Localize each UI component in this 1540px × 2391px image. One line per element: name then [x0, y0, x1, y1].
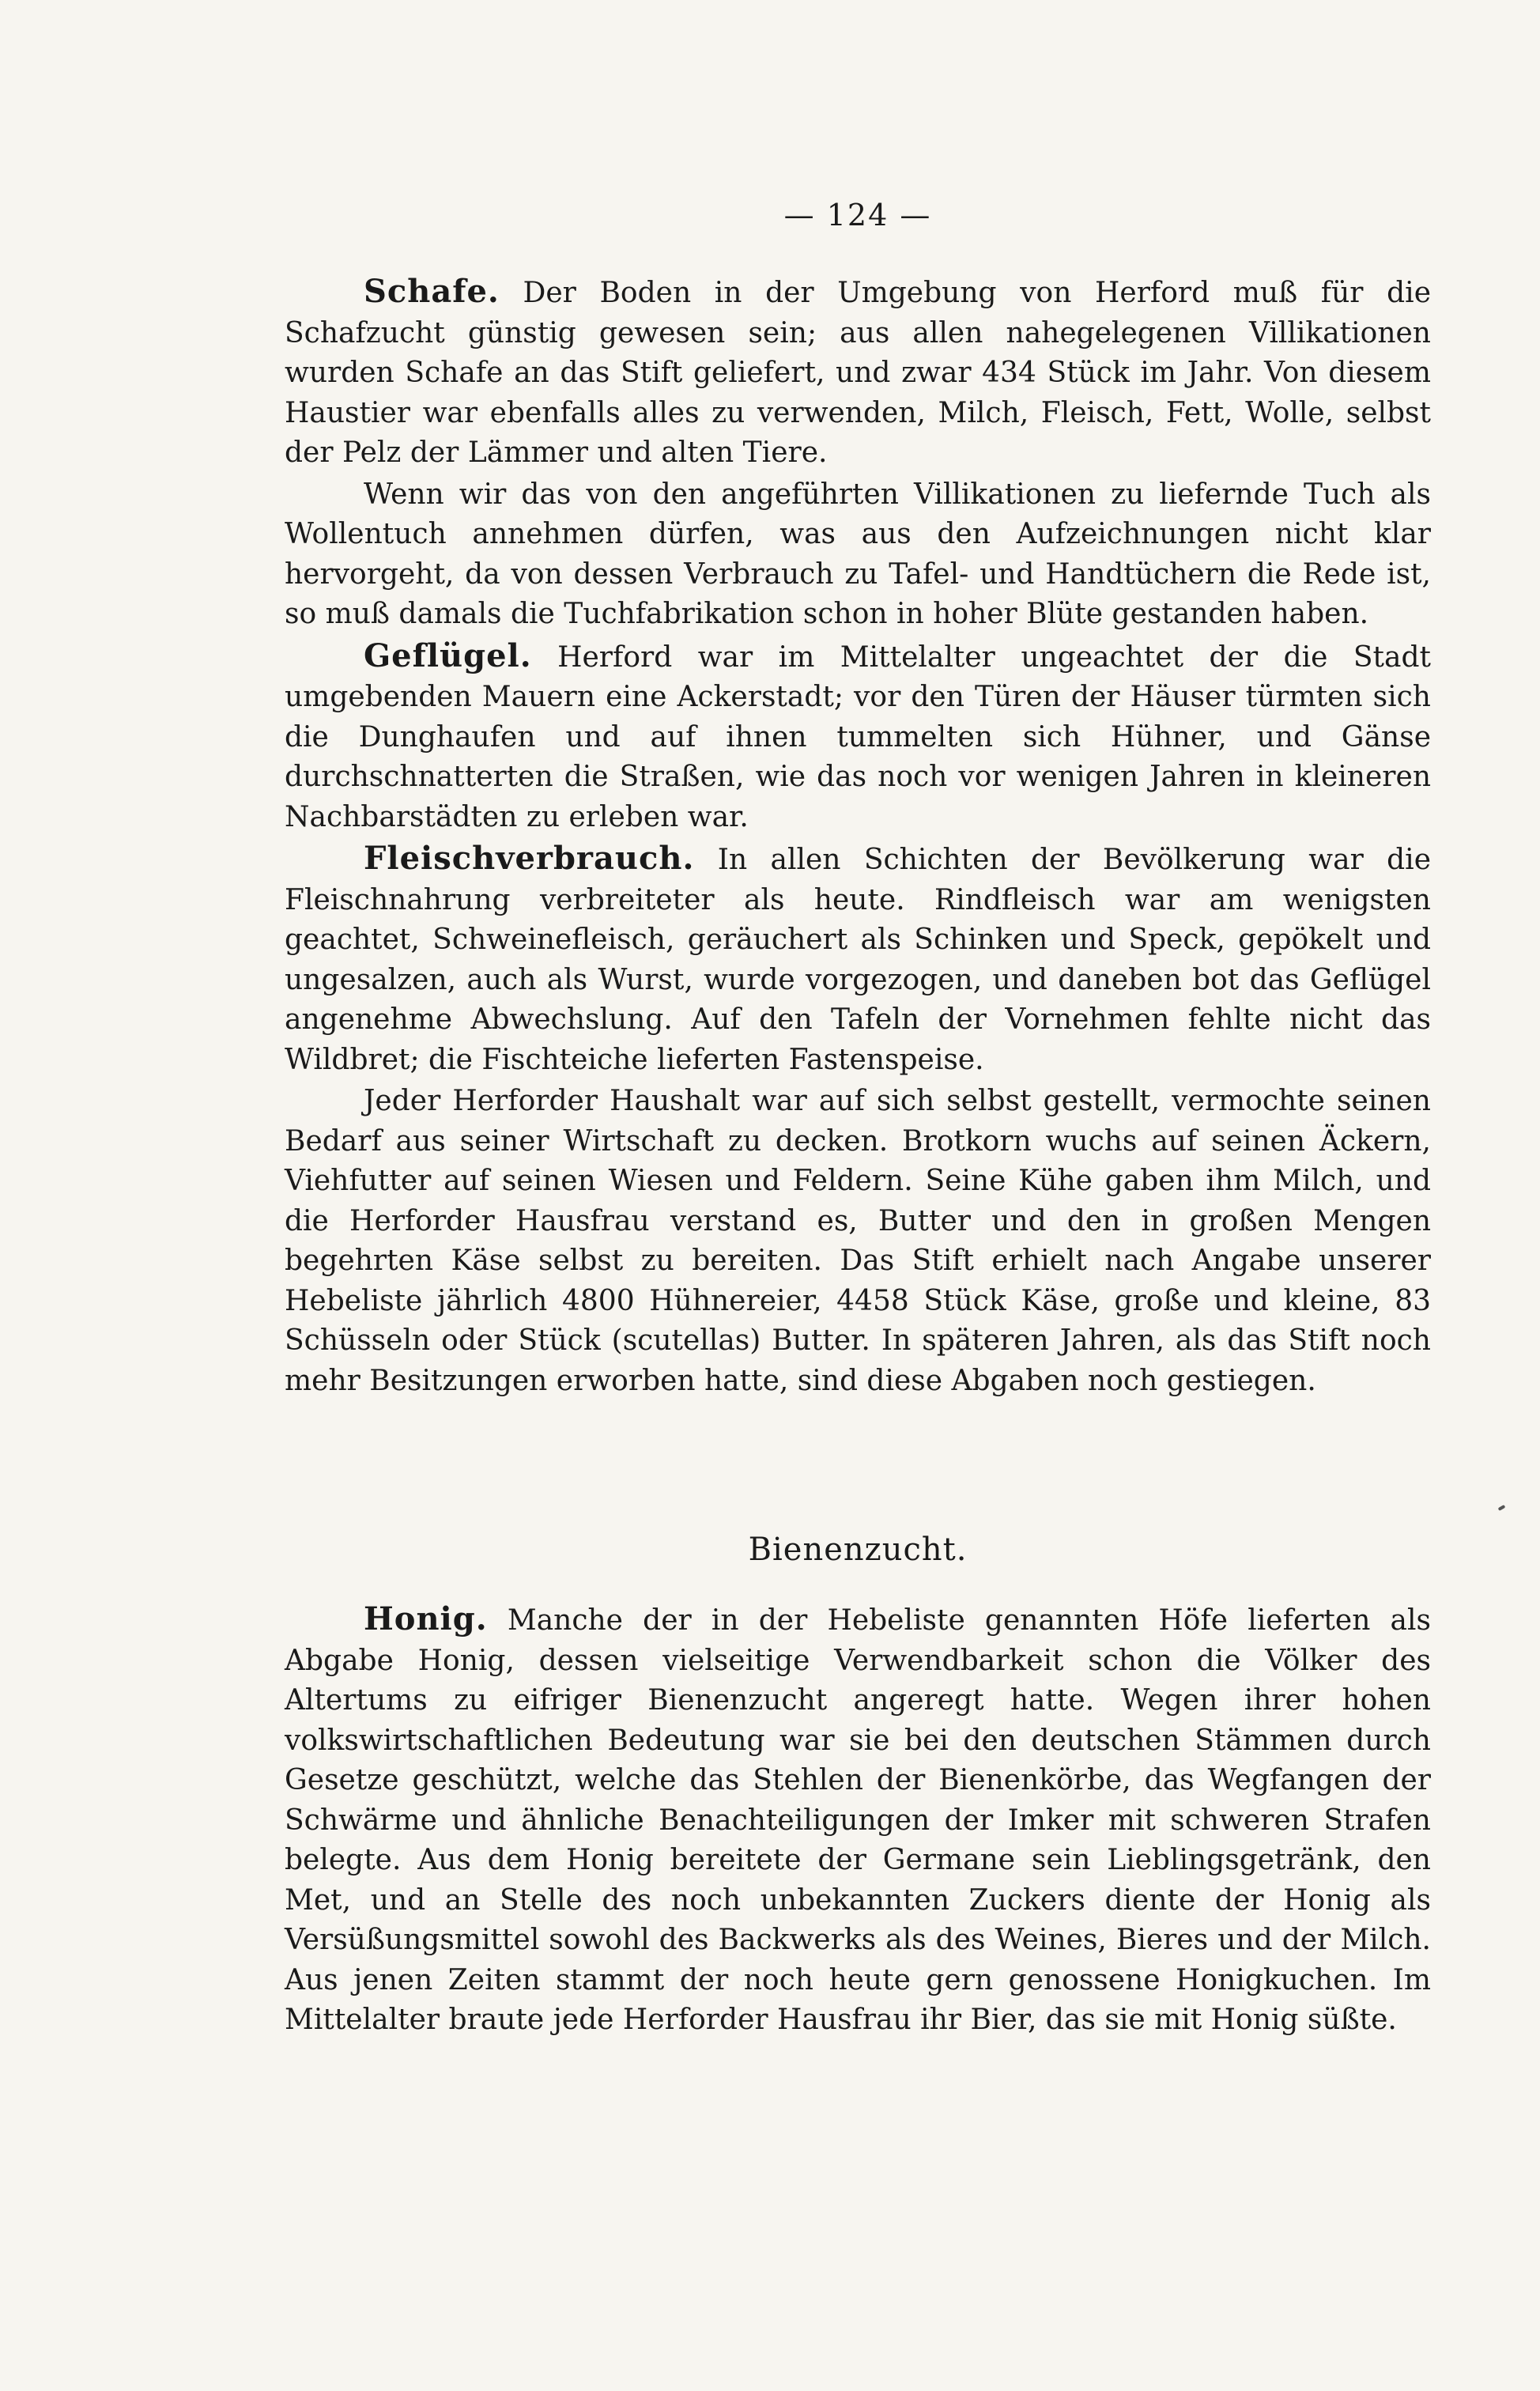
book-page — [285, 198, 1431, 2041]
paragraph-meat-consumption — [285, 839, 1431, 1080]
paragraph-household — [285, 1082, 1431, 1401]
paragraph-text: Der Boden in der Umgebung von Herford muß für die Schafzucht günstig gewesen sein; aus allen nahegelegenen Villikationen wurden Schafe an das Stift geliefert, und zwar 434 Stück im Jahr. Von diesem Haustier war ebenfalls alles zu verwenden, Milch, Fleisch, Fett, Wolle, selbst der Pelz der Lämmer und alten Tiere. — [285, 277, 1431, 469]
paragraph-heading: Honig. — [364, 1600, 488, 1637]
paragraph-heading: Geflügel. — [364, 636, 532, 674]
paragraph-text: Wenn wir das von den angeführten Villikationen zu liefernde Tuch als Wollentuch annehmen dürfen, was aus den Aufzeichnungen nicht klar hervorgeht, da von dessen Verbrauch zu Tafel- und Handtüchern die Rede ist, so muß damals die Tuchfabrikation schon in hoher Blüte gestanden haben. — [285, 478, 1431, 630]
paragraph-text: In allen Schichten der Bevölkerung war die Fleischnahrung verbreiteter als heute. Rindfleisch war am wenigsten geachtet, Schweinefleisch, geräuchert als Schinken und Speck, gepökelt und ungesalzen, auch als Wurst, wurde vorgezogen, und daneben bot das Geflügel angenehme Abwechslung. Auf den Tafeln der Vornehmen fehlte nicht das Wildbret; die Fischteiche lieferten Fastenspeise. — [285, 844, 1431, 1076]
paragraph-text: Herford war im Mittelalter ungeachtet der die Stadt umgebenden Mauern eine Ackerstadt; vor den Türen der Häuser türmten sich die Dunghaufen und auf ihnen tummelten sich Hühner, und Gänse durchschnatterten die Straßen, wie das noch vor wenigen Jahren in kleineren Nachbarstädten zu erleben war. — [285, 640, 1431, 833]
paragraph-cloth — [285, 475, 1431, 635]
paragraph-poultry — [285, 636, 1431, 838]
paragraph-heading: Schafe. — [364, 273, 500, 310]
top-paragraphs — [285, 272, 1431, 1401]
paragraph-heading: Fleischverbrauch. — [364, 840, 695, 877]
bottom-paragraphs — [285, 1600, 1431, 2041]
page-number: — 124 — — [783, 198, 932, 232]
section-title: Bienenzucht. — [748, 1532, 968, 1568]
paragraph-text: Jeder Herforder Haushalt war auf sich selbst gestellt, vermochte seinen Bedarf aus seiner Wirtschaft zu decken. Brotkorn wuchs auf seinen Äckern, Viehfutter auf seinen Wiesen und Feldern. Seine Kühe gaben ihm Milch, und die Herforder Hausfrau verstand es, Butter und den in großen Mengen begehrten Käse selbst zu bereiten. Das Stift erhielt nach Angabe unserer Hebeliste jährlich 4800 Hühnereier, 4458 Stück Käse, große und kleine, 83 Schüsseln oder Stück (scutellas) Butter. In späteren Jahren, als das Stift noch mehr Besitzungen erworben hatte, sind diese Abgaben noch gestiegen. — [285, 1085, 1431, 1397]
paragraph-sheep — [285, 272, 1431, 474]
ink-speck — [1498, 1505, 1506, 1511]
paragraph-honey — [285, 1600, 1431, 2041]
paragraph-text: Manche der in der Hebeliste genannten Höfe lieferten als Abgabe Honig, dessen vielseitige Verwendbarkeit schon die Völker des Altertums zu eifriger Bienenzucht angeregt hatte. Wegen ihrer hohen volkswirtschaftlichen Bedeutung war sie bei den deutschen Stämmen durch Gesetze geschützt, welche das Stehlen der Bienenkörbe, das Wegfangen der Schwärme und ähnliche Benachteiligungen der Imker mit schweren Strafen belegte. Aus dem Honig bereitete der Germane sein Lieblingsgetränk, den Met, und an Stelle des noch unbekannten Zuckers diente der Honig als Versüßungsmittel sowohl des Backwerks als des Weines, Bieres und der Milch. Aus jenen Zeiten stammt der noch heute gern genossene Honigkuchen. Im Mittelalter braute jede Herforder Hausfrau ihr Bier, das sie mit Honig süßte. — [285, 1604, 1431, 2036]
